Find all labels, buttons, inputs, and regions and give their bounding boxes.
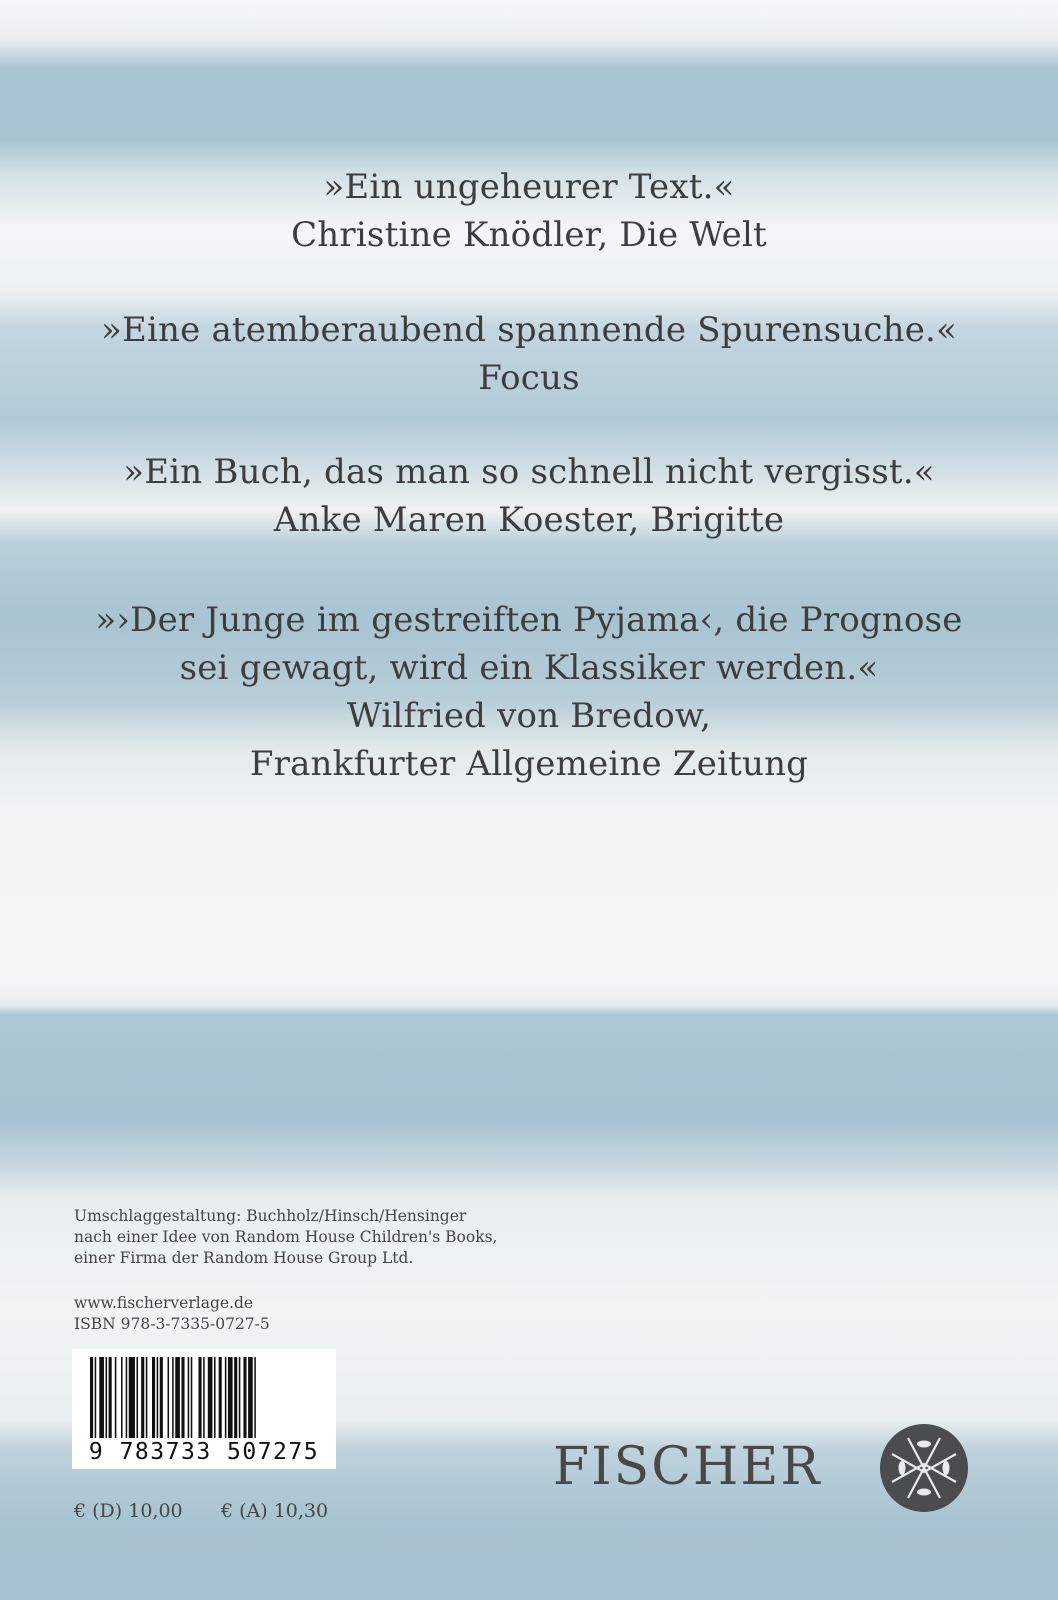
credit-line: nach einer Idee von Random House Children's Books, (74, 1228, 498, 1246)
barcode-bar (203, 1357, 205, 1443)
fischer-fish-logo-icon (878, 1422, 970, 1514)
quote-text: sei gewagt, wird ein Klassiker werden.« (179, 648, 879, 688)
barcode-bar (219, 1357, 222, 1443)
review-quote-2 (0, 306, 1058, 402)
barcode-bar (141, 1357, 144, 1443)
barcode-bar (129, 1357, 135, 1443)
barcode-bar (214, 1357, 216, 1443)
barcode-bar (90, 1357, 93, 1443)
barcode-bar (99, 1357, 104, 1443)
quote-text: »Ein Buch, das man so schnell nicht vergisst.« (123, 452, 935, 492)
quote-source: Anke Maren Koester, Brigitte (273, 500, 785, 540)
barcode-bar (137, 1357, 139, 1443)
barcode-bar (126, 1357, 128, 1443)
barcode-bar (146, 1357, 148, 1443)
barcode-bar (115, 1357, 117, 1443)
barcode-bar (188, 1357, 190, 1443)
quote-source: Focus (478, 358, 580, 398)
barcode-bar (234, 1357, 237, 1443)
price-germany: € (D) 10,00 (74, 1500, 183, 1522)
quote-source: Wilfried von Bredow, (346, 696, 712, 736)
quote-source: Frankfurter Allgemeine Zeitung (249, 744, 809, 784)
review-quote-3 (0, 448, 1058, 544)
barcode-bar (181, 1357, 184, 1443)
cover-design-credits (74, 1206, 497, 1269)
barcode-bar (239, 1357, 241, 1443)
barcode-bar (95, 1357, 97, 1443)
quote-text: »›Der Junge im gestreiften Pyjama‹, die Prognose (95, 600, 963, 640)
publisher-logo-text: FISCHER (553, 1437, 822, 1497)
publisher-website: www.fischerverlage.de (74, 1294, 254, 1312)
barcode-bar (160, 1357, 163, 1443)
isbn-label: ISBN 978-3-7335-0727-5 (74, 1315, 270, 1333)
review-quote-4 (0, 596, 1058, 788)
barcode-bar (199, 1357, 202, 1443)
barcode-bar (243, 1357, 246, 1443)
barcode (72, 1349, 336, 1469)
barcode-bar (157, 1357, 159, 1443)
barcode-bar (106, 1357, 108, 1443)
barcode-bar (121, 1357, 123, 1443)
credit-line: Umschlaggestaltung: Buchholz/Hinsch/Hensinger (74, 1207, 467, 1225)
barcode-number: 9 783733 507275 (72, 1438, 336, 1466)
credit-line: einer Firma der Random House Group Ltd. (74, 1249, 414, 1267)
barcode-bar (175, 1357, 180, 1443)
barcode-bar (248, 1357, 253, 1443)
barcode-bar (109, 1357, 112, 1443)
barcode-bar (225, 1357, 227, 1443)
barcode-bar (191, 1357, 193, 1443)
price-austria: € (A) 10,30 (221, 1500, 329, 1522)
barcode-bar (168, 1357, 170, 1443)
quote-source: Christine Knödler, Die Welt (291, 215, 767, 255)
barcode-bar (228, 1357, 233, 1443)
barcode-bar (208, 1357, 213, 1443)
quote-text: »Ein ungeheurer Text.« (323, 167, 735, 207)
barcode-bar (172, 1357, 174, 1443)
review-quote-1 (0, 163, 1058, 259)
quote-text: »Eine atemberaubend spannende Spurensuche.« (100, 310, 958, 350)
barcode-bar (152, 1357, 155, 1443)
barcode-bar (254, 1357, 256, 1443)
